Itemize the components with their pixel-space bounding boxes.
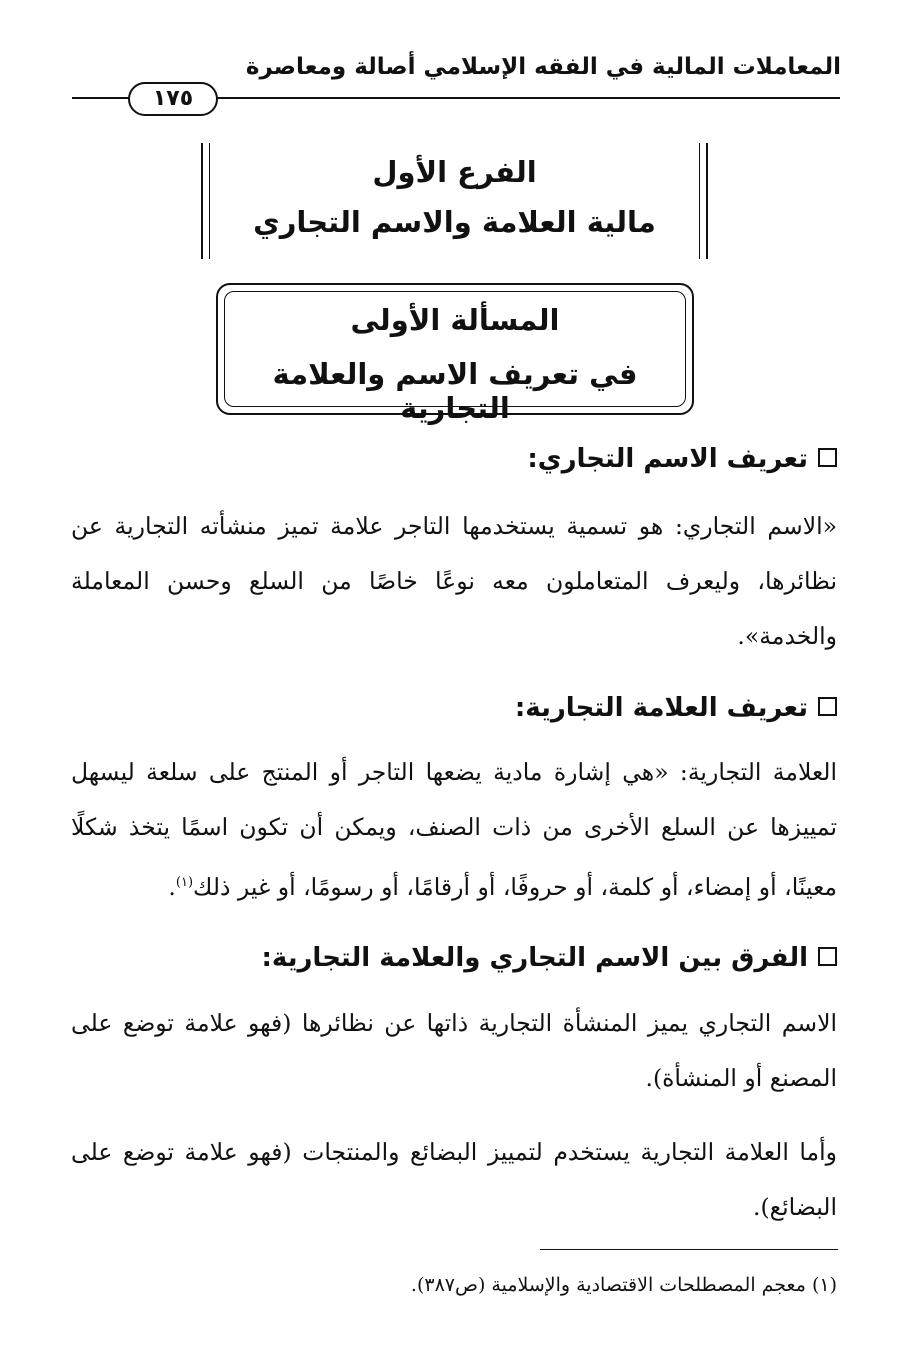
footnote-reference[interactable]: (١) — [175, 875, 194, 890]
page-number: ١٧٥ — [128, 82, 218, 116]
paragraph-text: العلامة التجارية: «هي إشارة مادية يضعها التاجر أو المنتج على سلعة ليسهل تمييزها عن السلع الأخرى من ذات الصنف، ويمكن أن تكون اسمًا يتخذ شكلًا معينًا، أو إمضاء، أو كلمة، أو حروفًا، أو أرقامًا، أو رسومًا، أو غير ذلك — [71, 758, 837, 901]
checkbox-icon — [818, 697, 837, 716]
issue-title: المسألة الأولى — [350, 303, 560, 337]
paragraph-end: . — [168, 872, 176, 901]
paragraph-difference-1: الاسم التجاري يميز المنشأة التجارية ذاتها عن نظائرها (فهو علامة توضع على المصنع أو المنشأة). — [71, 1009, 837, 1092]
section-heading-text: تعريف العلامة التجارية: — [514, 693, 808, 723]
section-heading-trade-name — [137, 444, 837, 474]
branch-subtitle: مالية العلامة والاسم التجاري — [253, 205, 656, 239]
section-heading-trademark — [137, 693, 837, 723]
checkbox-icon — [818, 947, 837, 966]
paragraph-trademark-definition — [71, 745, 837, 915]
branch-title: الفرع الأول — [372, 155, 537, 189]
issue-title-box — [216, 283, 694, 425]
footnote: (١) معجم المصطلحات الاقتصادية والإسلامية (ص٣٨٧). — [410, 1274, 837, 1296]
paragraph-trade-name-definition: «الاسم التجاري: هو تسمية يستخدمها التاجر علامة تميز منشأته التجارية عن نظائرها، وليعرف المتعاملون معه نوعًا خاصًا من السلع وحسن المعاملة والخدمة». — [71, 512, 837, 650]
branch-title-box — [201, 143, 708, 259]
footnote-rule — [540, 1249, 838, 1250]
section-heading-text: تعريف الاسم التجاري: — [527, 444, 808, 474]
running-title: المعاملات المالية في الفقه الإسلامي أصالة ومعاصرة — [245, 54, 841, 80]
issue-subtitle: في تعريف الاسم والعلامة التجارية — [272, 357, 638, 425]
paragraph-difference-2: وأما العلامة التجارية يستخدم لتمييز البضائع والمنتجات (فهو علامة توضع على البضائع). — [71, 1138, 837, 1221]
checkbox-icon — [818, 448, 837, 467]
section-heading-difference — [137, 943, 837, 973]
section-heading-text: الفرق بين الاسم التجاري والعلامة التجارية: — [261, 943, 808, 973]
